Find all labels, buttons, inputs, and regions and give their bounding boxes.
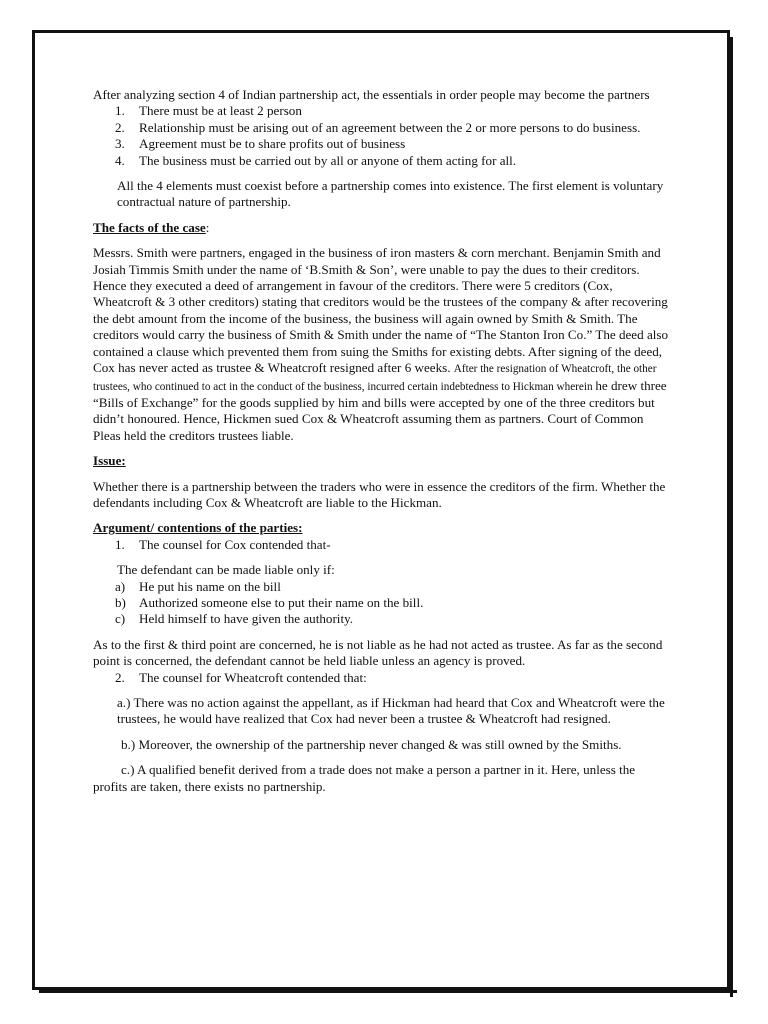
facts-heading: The facts of the case bbox=[93, 219, 206, 235]
essentials-list bbox=[93, 103, 671, 169]
argument-heading: Argument/ contentions of the parties: bbox=[93, 520, 303, 536]
point-a-paragraph: a.) There was no action against the appellant, as if Hickman had heard that Cox and Wheatcroft were the trustees, he would have realized that Cox had never been a trustee & Wheatcroft had resigned. bbox=[117, 695, 665, 727]
issue-heading: Issue: bbox=[93, 453, 126, 469]
list-item: 2. The counsel for Wheatcroft contended that: bbox=[115, 669, 367, 685]
list-item: 2. Relationship must be arising out of an agreement between the 2 or more persons to do business. bbox=[115, 119, 641, 135]
issue-paragraph: Whether there is a partnership between the traders who were in essence the creditors of the firm. Whether the defendants including Cox & Wheatcroft are liable to the Hickman. bbox=[93, 478, 666, 510]
list-item: 4. The business must be carried out by all or anyone of them acting for all. bbox=[115, 152, 517, 168]
list-item: b) Authorized someone else to put their name on the bill. bbox=[115, 594, 424, 610]
list-item: a) He put his name on the bill bbox=[115, 578, 281, 594]
list-item: 3. Agreement must be to share profits out of business bbox=[115, 136, 406, 152]
counsel-wheatcroft-list bbox=[93, 670, 671, 686]
conditions-list bbox=[93, 579, 671, 628]
counsel-cox-list bbox=[93, 537, 671, 553]
document-body bbox=[93, 87, 671, 795]
point-c-paragraph: c.) A qualified benefit derived from a trade does not make a person a partner in it. Here, unless the profits are taken, there exists no partnership. bbox=[93, 762, 636, 794]
list-item: c) Held himself to have given the authority. bbox=[115, 611, 354, 627]
defendant-liable-line: The defendant can be made liable only if: bbox=[117, 562, 335, 578]
facts-heading-line: The facts of the case: bbox=[93, 219, 210, 235]
coexist-paragraph: All the 4 elements must coexist before a partnership comes into existence. The first element is voluntary contractual nature of partnership. bbox=[117, 178, 664, 210]
first-third-paragraph: As to the first & third point are concerned, he is not liable as he had not acted as trustee. As far as the second point is concerned, the defendant cannot be held liable unless an agency is proved. bbox=[93, 636, 663, 669]
intro-paragraph: After analyzing section 4 of Indian partnership act, the essentials in order people may become the partners bbox=[93, 87, 650, 102]
list-item: 1. There must be at least 2 person bbox=[115, 103, 302, 119]
list-item: 1. The counsel for Cox contended that- bbox=[115, 536, 331, 552]
point-b-paragraph: b.) Moreover, the ownership of the partnership never changed & was still owned by the Smiths. bbox=[121, 736, 622, 752]
facts-paragraph: Messrs. Smith were partners, engaged in the business of iron masters & corn merchant. Benjamin Smith and Josiah Timmis Smith under the name of ‘B.Smith & Son’, were unable to pay the dues to their creditors. Hence they executed a deed of arrangement in favour of the creditors. There were 5 creditors (Cox, Wheatcroft & 3 other creditors) stating that creditors would be the trustees of the company & after recovering the debt amount from the income of the business, the business will again owned by Smith & Smith. The creditors would carry the business of Smith & Smith under the name of “The Stanton Iron Co.” The deed also contained a clause which prevented them from suing the Smiths for existing debts. After signing of the deed, Cox has never acted as trustee & Wheatcroft resigned after 6 weeks. After the resignation of Wheatcroft, the other trustees, who continued to act in the conduct of the business, incurred certain indebtedness to Hickman wherein he drew three “Bills of Exchange” for the goods supplied by him and bills were accepted by one of the three creditors but didn’t honoured. Hence, Hickmen sued Cox & Wheatcroft assuming them as partners. Court of Common Pleas held the creditors trustees liable. bbox=[93, 245, 669, 443]
